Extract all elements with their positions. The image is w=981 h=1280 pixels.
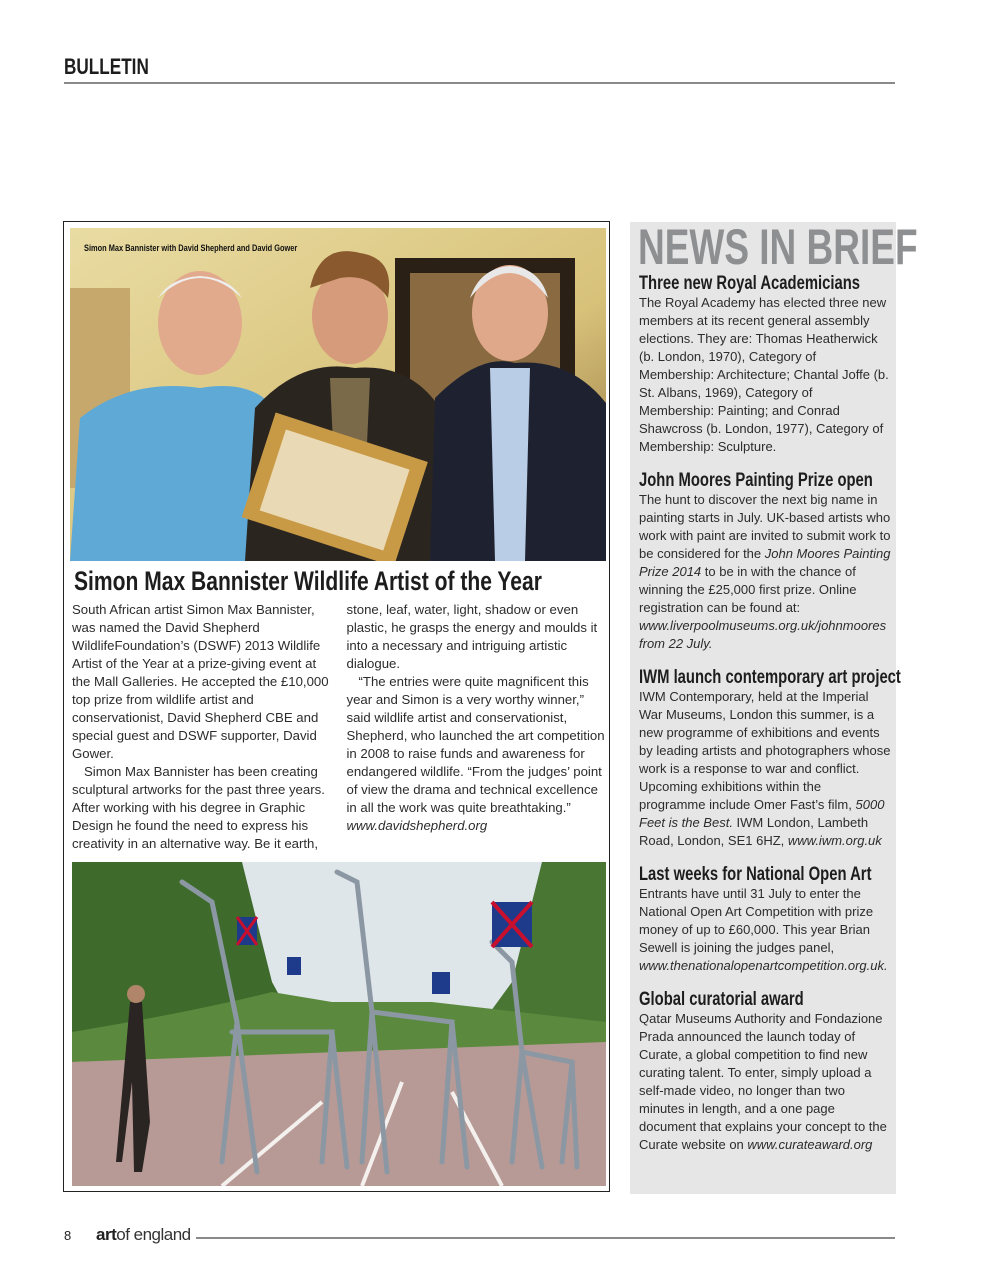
news-item-link[interactable]: www.liverpoolmuseums.org.uk/johnmoores from 22 July. (639, 618, 887, 651)
news-item-body: The Royal Academy has elected three new members at its recent general assembly elections. They are: Thomas Heatherwick (b. London, 1970), Category of Membership: Architecture; Chantal Joffe (b. St. Albans, 1969), Category of Membership: Painting; and Conrad Shawcross (b. London, 1977), Category of Membership: Sculpture. (639, 295, 889, 454)
news-item-link[interactable]: www.thenationalopenartcompetition.org.uk. (639, 958, 888, 973)
article-link[interactable]: www.davidshepherd.org (346, 818, 488, 833)
news-item-body: IWM Contemporary, held at the Imperial War Museums, London this summer, is a new programme of exhibitions and events by leading artists and photographers whose work is a response to war and conflict. Upcoming exhibitions within the programme include Omer Fast’s film, 5000 Feet is the Best. IWM London, Lambeth Road, London, SE1 6HZ, www.iwm.org.uk (639, 689, 891, 848)
news-item-link[interactable]: www.iwm.org.uk (787, 833, 882, 848)
news-item (639, 667, 901, 850)
news-item (639, 273, 891, 456)
magazine-logo: artof england (96, 1225, 191, 1244)
news-item-body: Qatar Museums Authority and Fondazione Prada announced the launch today of Curate, a global competition to find new curating talent. To enter, simply upload a self-made video, no longer than two minutes in length, and a one page document that explains your concept to the Curate website on www.curateaward.org (639, 1011, 887, 1152)
article-paragraph: “The entries were quite magnificent this year and Simon is a very worthy winner,” said wildlife artist and conservationist, Shepherd, who launched the art competition in 2008 to raise funds and awareness for endangered wildlife. “From the judges’ point of view the drama and technical excellence in all the work was quite breathtaking.” (346, 674, 605, 815)
article-paragraph: South African artist Simon Max Bannister, was named the David Shepherd WildlifeFoundation’s (DSWF) 2013 Wildlife Artist of the Year at a prize-giving event at the Mall Galleries. He accepted the £10,000 top prize from wildlife artist and conservationist, David Shepherd CBE and special guest and DSWF supporter, David Gower. (72, 602, 329, 761)
news-item-title: Global curatorial award (639, 989, 804, 1010)
news-item (639, 470, 891, 653)
news-item-title: IWM launch contemporary art project (639, 667, 901, 688)
news-item-title: John Moores Painting Prize open (639, 470, 873, 491)
news-item-body: The hunt to discover the next big name in painting starts in July. UK-based artists who work with paint are invited to submit work to be considered for the John Moores Painting Prize 2014 to be in with the chance of winning the £25,000 first prize. Online registration can be found at: www.liverpoolmuseums.org.uk/johnmoores from 22 July. (639, 492, 891, 651)
news-in-brief-sidebar (630, 219, 918, 1194)
article-title: Simon Max Bannister Wildlife Artist of the Year (74, 566, 542, 596)
header-divider (64, 82, 895, 84)
photo-caption: Simon Max Bannister with David Shepherd and David Gower (84, 243, 298, 254)
news-item-title: Last weeks for National Open Art (639, 864, 872, 885)
feature-article (63, 221, 610, 1192)
article-body (72, 601, 610, 853)
news-item (639, 864, 891, 975)
sidebar-heading: NEWS IN BRIEF (638, 219, 918, 275)
news-item-body: Entrants have until 31 July to enter the National Open Art Competition with prize money of up to £60,000. This year Brian Sewell is joining the judges panel, www.thenationalopenartcompetition.org.uk. (639, 886, 888, 973)
section-label: BULLETIN (64, 54, 149, 79)
article-paragraph: Simon Max Bannister has been creating sculptural artworks for the past three years. After working with his degree in Graphic Design he found the need to express his creativity in an alternative way. Be it earth, stone, leaf, water, light, shadow or even plastic, he grasps the energy and moulds it into a necessary and intriguing artistic dialogue. (72, 602, 598, 851)
news-item-title: Three new Royal Academicians (639, 273, 861, 294)
footer-divider (196, 1237, 895, 1239)
page-number: 8 (64, 1228, 72, 1243)
award-photo (70, 228, 606, 561)
news-item-link[interactable]: www.curateaward.org (747, 1137, 873, 1152)
giraffe-sculptures-photo (72, 862, 606, 1186)
news-item (639, 989, 891, 1154)
